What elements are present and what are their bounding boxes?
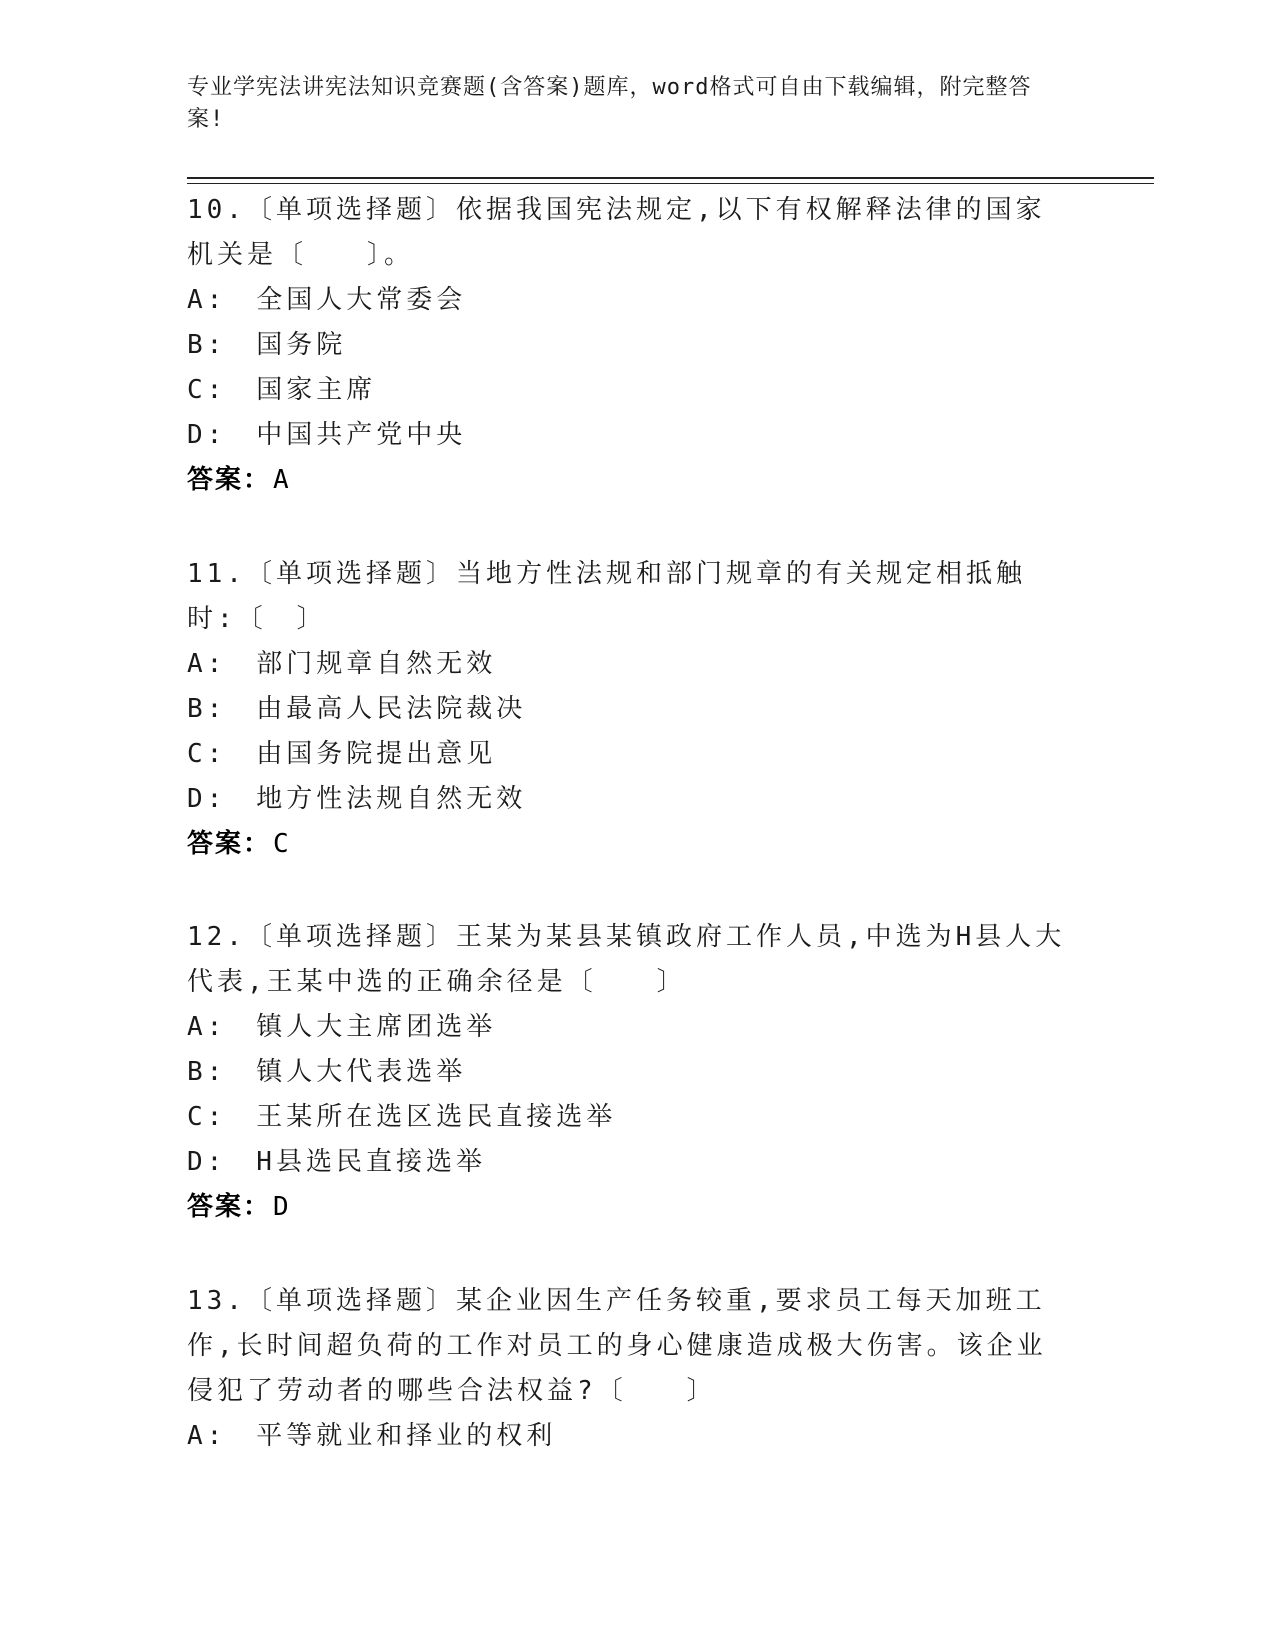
option-a: A: 全国人大常委会 [187, 285, 467, 315]
answer-value: A [273, 465, 291, 495]
option-b: B: 由最高人民法院裁决 [187, 694, 527, 724]
question-13 [187, 1279, 1067, 1459]
option-b: B: 镇人大代表选举 [187, 1057, 467, 1087]
option-b: B: 国务院 [187, 330, 347, 360]
answer-label: 答案： [187, 829, 272, 859]
question-11 [187, 552, 1067, 867]
answer-label: 答案： [187, 1192, 272, 1222]
option-c: C: 国家主席 [187, 375, 377, 405]
header-divider-thick [187, 177, 1154, 179]
answer-value: D [273, 1192, 291, 1222]
question-stem: 13.〔单项选择题〕某企业因生产任务较重,要求员工每天加班工作,长时间超负荷的工作对员工的身心健康造成极大伤害。该企业侵犯了劳动者的哪些合法权益?〔 〕 [187, 1286, 1047, 1406]
question-stem: 12.〔单项选择题〕王某为某县某镇政府工作人员,中选为H县人大代表,王某中选的正确余径是〔 〕 [187, 922, 1066, 997]
option-a: A: 平等就业和择业的权利 [187, 1421, 557, 1451]
answer-value: C [273, 829, 291, 859]
option-c: C: 王某所在选区选民直接选举 [187, 1102, 617, 1132]
option-d: D: 地方性法规自然无效 [187, 784, 527, 814]
question-10 [187, 188, 1067, 503]
question-stem: 10.〔单项选择题〕依据我国宪法规定,以下有权解释法律的国家机关是〔 〕。 [187, 195, 1046, 270]
answer-line [187, 1185, 1067, 1230]
option-d: D: H县选民直接选举 [187, 1147, 486, 1177]
answer-line [187, 822, 1067, 867]
option-a: A: 部门规章自然无效 [187, 649, 497, 679]
header-divider-thin [187, 183, 1154, 184]
answer-line [187, 458, 1067, 503]
question-stem: 11.〔单项选择题〕当地方性法规和部门规章的有关规定相抵触时:〔 〕 [187, 559, 1026, 634]
option-a: A: 镇人大主席团选举 [187, 1012, 497, 1042]
option-d: D: 中国共产党中央 [187, 420, 467, 450]
option-c: C: 由国务院提出意见 [187, 739, 497, 769]
question-12 [187, 915, 1067, 1230]
answer-label: 答案： [187, 465, 272, 495]
document-header: 专业学宪法讲宪法知识竞赛题(含答案)题库，word格式可自由下载编辑，附完整答案! [187, 75, 1032, 132]
